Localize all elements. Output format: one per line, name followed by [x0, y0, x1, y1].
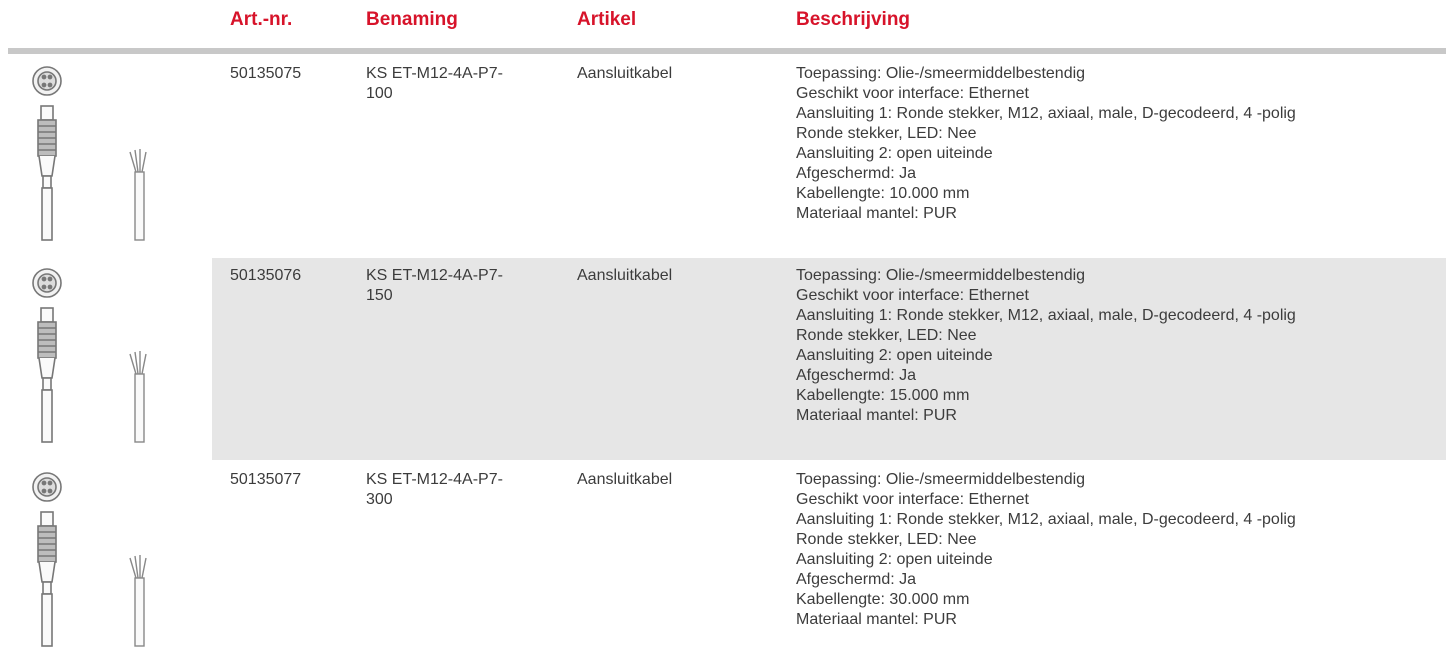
header-divider — [8, 48, 1446, 54]
cell-artikel: Aansluitkabel — [577, 65, 673, 82]
table-row — [0, 462, 1446, 664]
header-beschrijving: Beschrijving — [796, 9, 911, 30]
cell-beschrijving: Toepassing: Olie-/smeermiddelbestendig Geschikt voor interface: Ethernet Aansluiting 1: Ronde stekker, M12, axiaal, male, D-gecodeerd, 4 -polig Ronde stekker, LED: Nee Aansluiting 2: open uiteinde Afgeschermd: Ja Kabellengte: 15.000 mm Materiaal mantel: PUR — [796, 267, 1296, 424]
table-row — [0, 56, 1446, 258]
cell-beschrijving: Toepassing: Olie-/smeermiddelbestendig Geschikt voor interface: Ethernet Aansluiting 1: Ronde stekker, M12, axiaal, male, D-gecodeerd, 4 -polig Ronde stekker, LED: Nee Aansluiting 2: open uiteinde Afgeschermd: Ja Kabellengte: 10.000 mm Materiaal mantel: PUR — [796, 65, 1296, 222]
cell-beschrijving: Toepassing: Olie-/smeermiddelbestendig Geschikt voor interface: Ethernet Aansluiting 1: Ronde stekker, M12, axiaal, male, D-gecodeerd, 4 -polig Ronde stekker, LED: Nee Aansluiting 2: open uiteinde Afgeschermd: Ja Kabellengte: 30.000 mm Materiaal mantel: PUR — [796, 471, 1296, 628]
table-header — [0, 0, 1446, 48]
table-row — [0, 258, 1446, 460]
cell-art-nr: 50135076 — [230, 267, 302, 284]
open-cable-end-icon — [30, 64, 170, 254]
header-artikel: Artikel — [577, 9, 637, 30]
cell-art-nr: 50135077 — [230, 471, 302, 488]
cell-benaming: KS ET-M12-4A-P7- 150 — [366, 267, 503, 304]
cell-art-nr: 50135075 — [230, 65, 302, 82]
cell-benaming: KS ET-M12-4A-P7- 300 — [366, 471, 503, 508]
open-cable-end-icon — [30, 470, 170, 660]
cell-benaming: KS ET-M12-4A-P7- 100 — [366, 65, 503, 102]
header-benaming: Benaming — [366, 9, 458, 30]
cell-artikel: Aansluitkabel — [577, 471, 673, 488]
cell-artikel: Aansluitkabel — [577, 267, 673, 284]
open-cable-end-icon — [30, 266, 170, 456]
header-art-nr: Art.-nr. — [230, 9, 293, 30]
